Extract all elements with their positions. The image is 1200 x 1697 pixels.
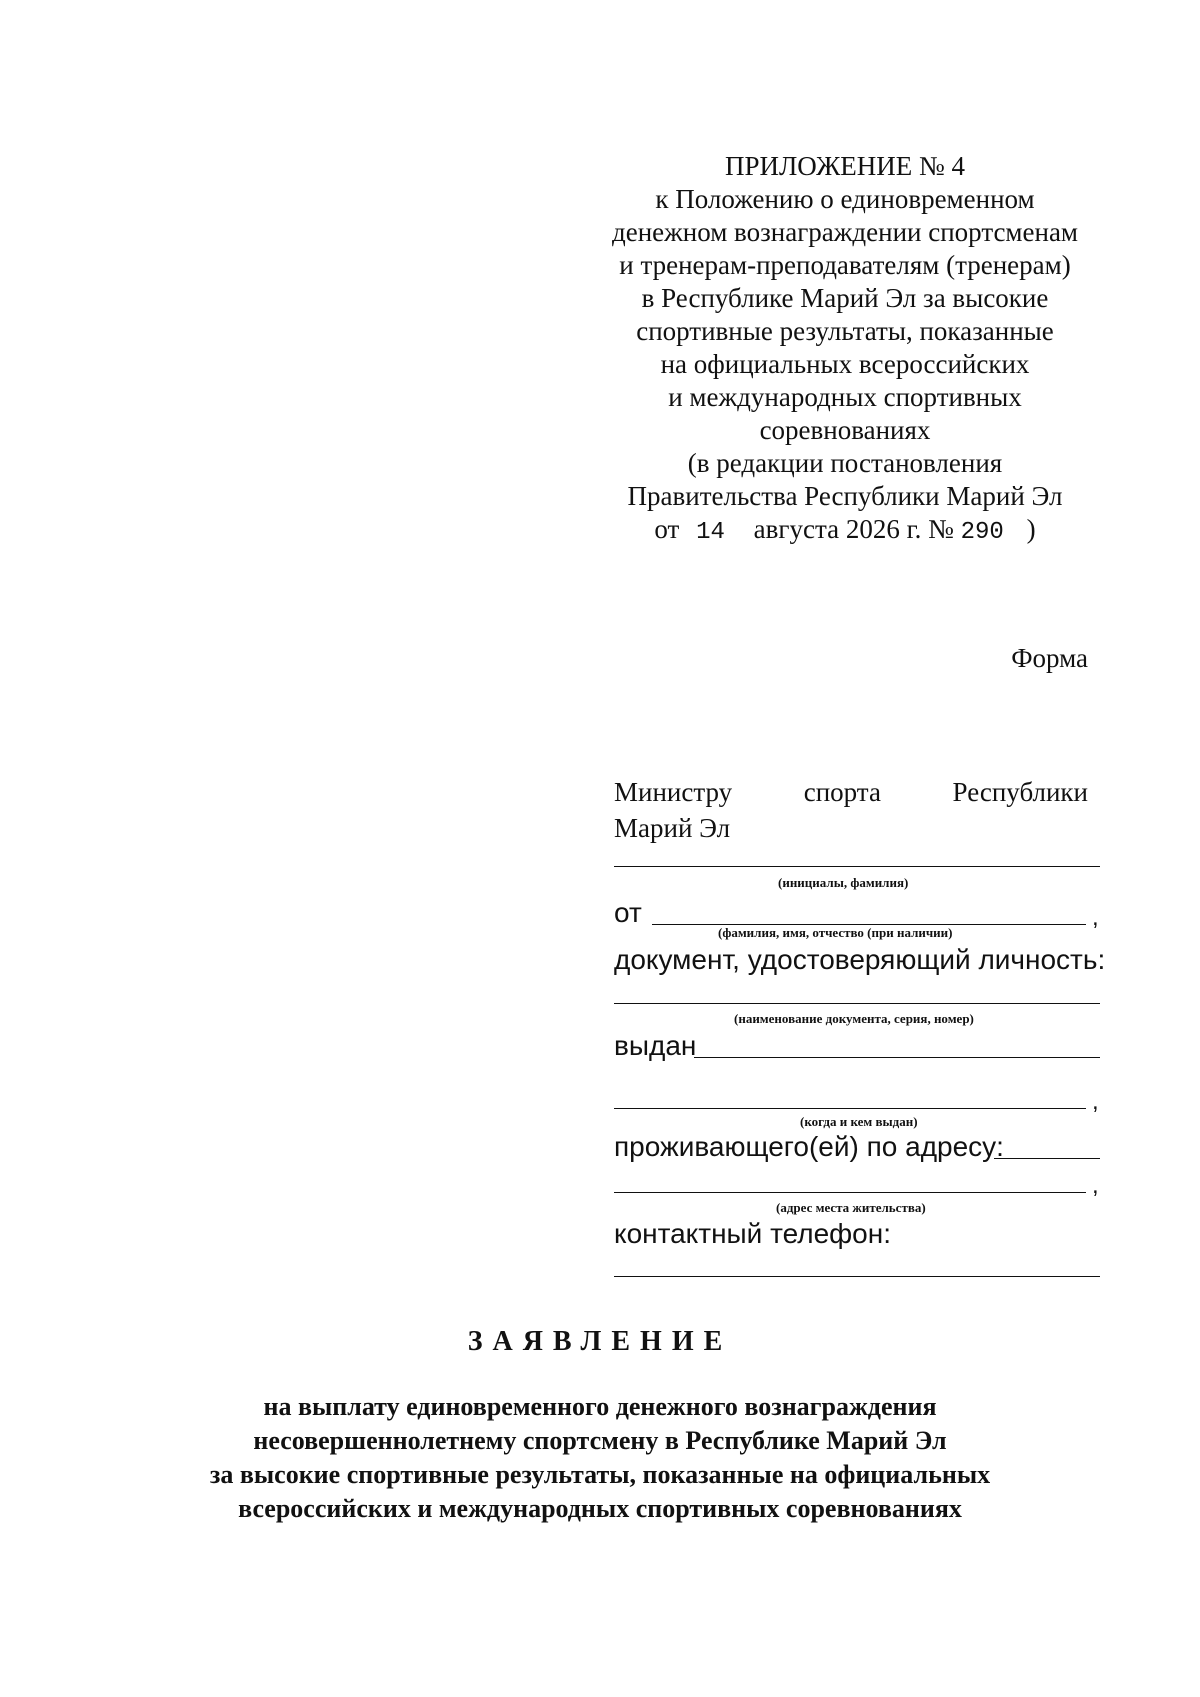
- addressee-word: Министру: [614, 777, 733, 807]
- addressee-word: Республики: [952, 777, 1088, 807]
- appendix-line: к Положению о единовременном: [655, 184, 1035, 214]
- issued-label: выдан: [614, 1030, 697, 1061]
- appendix-header: [600, 150, 1090, 549]
- date-month-year: августа 2026 г. №: [753, 514, 954, 544]
- comma: ,: [1092, 1172, 1099, 1199]
- appendix-line: денежном вознаграждении спортсменам: [611, 217, 1079, 247]
- subtitle-line: несовершеннолетнему спортсмену в Республике Марий Эл: [253, 1426, 947, 1455]
- comma: ,: [1092, 904, 1099, 931]
- from-caption: (фамилия, имя, отчество (при наличии): [718, 925, 953, 940]
- issued-field-continued[interactable]: [614, 1108, 1086, 1109]
- addressee-word: спорта: [803, 777, 881, 807]
- date-day: 14: [696, 519, 725, 546]
- form-label: Форма: [1011, 643, 1088, 673]
- addressee-block: [614, 774, 1088, 846]
- doc-number: 290: [960, 519, 1004, 546]
- appendix-line: и международных спортивных: [668, 382, 1022, 412]
- document-subtitle: [150, 1390, 1050, 1526]
- appendix-line: соревнованиях: [759, 415, 931, 445]
- id-doc-field[interactable]: [614, 1003, 1100, 1004]
- subtitle-line: за высокие спортивные результаты, показанные на официальных: [209, 1460, 991, 1489]
- issued-field[interactable]: [694, 1057, 1100, 1058]
- appendix-line: и тренерам-преподавателям (тренерам): [619, 250, 1071, 280]
- subtitle-line: всероссийских и международных спортивных соревнованиях: [238, 1494, 962, 1523]
- address-field[interactable]: [994, 1158, 1100, 1159]
- appendix-line: Правительства Республики Марий Эл: [627, 481, 1063, 511]
- appendix-line: на официальных всероссийских: [660, 349, 1030, 379]
- issued-caption: (когда и кем выдан): [800, 1114, 918, 1129]
- appendix-line: спортивные результаты, показанные: [636, 316, 1054, 346]
- from-label: от: [614, 897, 642, 928]
- address-label: проживающего(ей) по адресу:: [614, 1131, 1004, 1162]
- date-suffix: ): [1026, 514, 1036, 544]
- addressee-line2: Марий Эл: [614, 813, 731, 843]
- appendix-line: в Республике Марий Эл за высокие: [641, 283, 1049, 313]
- subtitle-line: на выплату единовременного денежного вознаграждения: [263, 1392, 937, 1421]
- addressee-row: [614, 774, 1088, 810]
- appendix-date-line: [600, 513, 1090, 549]
- appendix-line: (в редакции постановления: [687, 448, 1003, 478]
- id-doc-caption: (наименование документа, серия, номер): [734, 1011, 974, 1026]
- date-prefix: от: [654, 514, 680, 544]
- id-doc-label: документ, удостоверяющий личность:: [614, 944, 1106, 975]
- phone-label: контактный телефон:: [614, 1218, 891, 1249]
- address-caption: (адрес места жительства): [776, 1200, 926, 1215]
- comma: ,: [1092, 1088, 1099, 1115]
- initials-caption: (инициалы, фамилия): [778, 875, 909, 890]
- initials-field[interactable]: [614, 866, 1100, 867]
- phone-field[interactable]: [614, 1276, 1100, 1277]
- appendix-line: ПРИЛОЖЕНИЕ № 4: [724, 151, 966, 181]
- address-field-continued[interactable]: [614, 1192, 1086, 1193]
- document-title: ЗАЯВЛЕНИЕ: [467, 1326, 733, 1357]
